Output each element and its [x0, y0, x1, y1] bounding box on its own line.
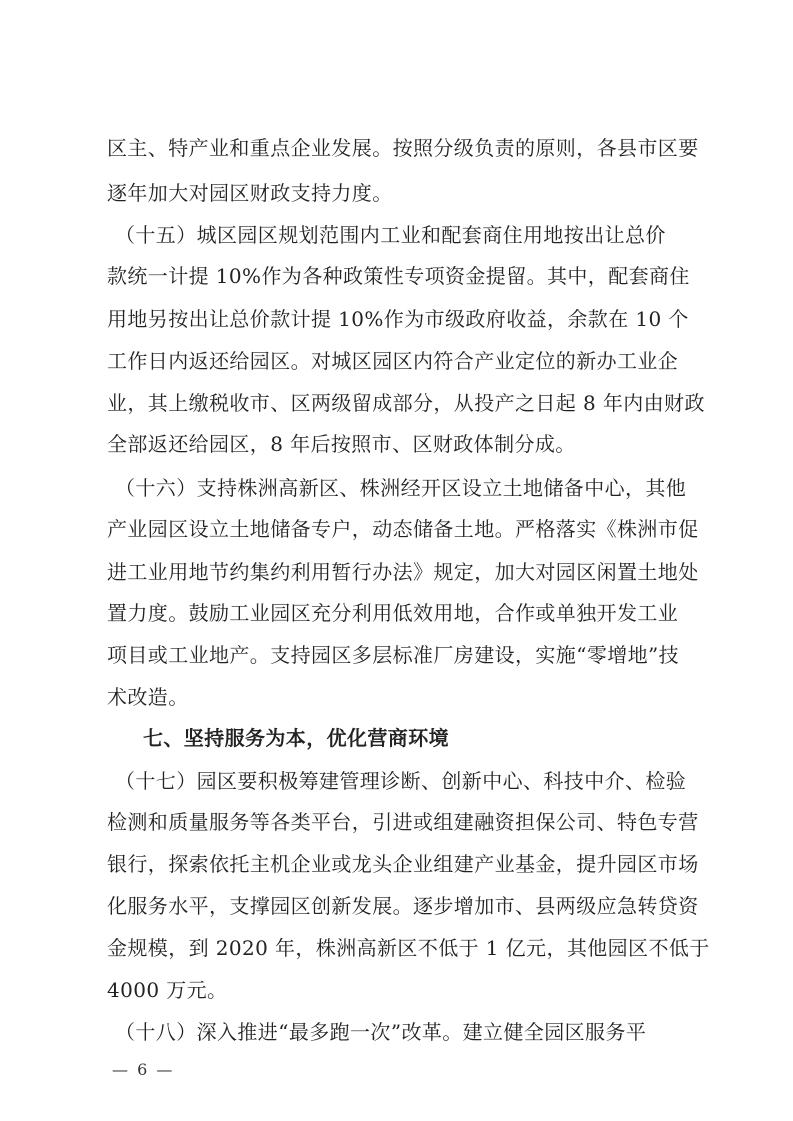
- section-heading: 七、坚持服务为本，优化营商环境: [143, 726, 449, 750]
- text-line: 化服务水平，支撑园区创新发展。逐步增加市、县两级应急转贷资: [107, 894, 699, 918]
- text-line: 区主、特产业和重点企业发展。按照分级负责的原则，各县市区要: [107, 136, 699, 160]
- text-line: （十五）城区园区规划范围内工业和配套商住用地按出让总价: [115, 223, 666, 247]
- text-line: 工作日内返还给园区。对城区园区内符合产业定位的新办工业企: [107, 349, 679, 373]
- text-line: （十六）支持株洲高新区、株洲经开区设立土地储备中心，其他: [115, 476, 687, 500]
- text-line: 用地另按出让总价款计提 10%作为市级政府收益，余款在 10 个: [107, 307, 689, 331]
- text-line: 项目或工业地产。支持园区多层标准厂房建设，实施“零增地”技: [107, 643, 680, 667]
- text-line: 置力度。鼓励工业园区充分利用低效用地，合作或单独开发工业: [107, 601, 679, 625]
- text-line: （十八）深入推进“最多跑一次”改革。建立健全园区服务平: [115, 1020, 647, 1044]
- text-line: 术改造。: [107, 685, 189, 709]
- text-line: 款统一计提 10%作为各种政策性专项资金提留。其中，配套商住: [107, 264, 690, 288]
- text-line: （十七）园区要积极筹建管理诊断、创新中心、科技中介、检验: [115, 769, 687, 793]
- text-line: 业，其上缴税收市、区两级留成部分，从投产之日起 8 年内由财政: [107, 391, 705, 415]
- text-line: 进工业用地节约集约利用暂行办法》规定，加大对园区闲置土地处: [107, 560, 699, 584]
- text-line: 检测和质量服务等各类平台，引进或组建融资担保公司、特色专营: [107, 810, 699, 834]
- text-line: 逐年加大对园区财政支持力度。: [107, 181, 393, 205]
- text-line: 产业园区设立土地储备专户，动态储备土地。严格落实《株洲市促: [107, 517, 699, 541]
- page-number: — 6 —: [112, 1060, 175, 1079]
- text-line: 银行，探索依托主机企业或龙头企业组建产业基金，提升园区市场: [107, 852, 699, 876]
- text-line: 4000 万元。: [107, 978, 228, 1002]
- text-line: 金规模，到 2020 年，株洲高新区不低于 1 亿元，其他园区不低于: [107, 936, 710, 960]
- text-line: 全部返还给园区，8 年后按照市、区财政体制分成。: [107, 432, 576, 456]
